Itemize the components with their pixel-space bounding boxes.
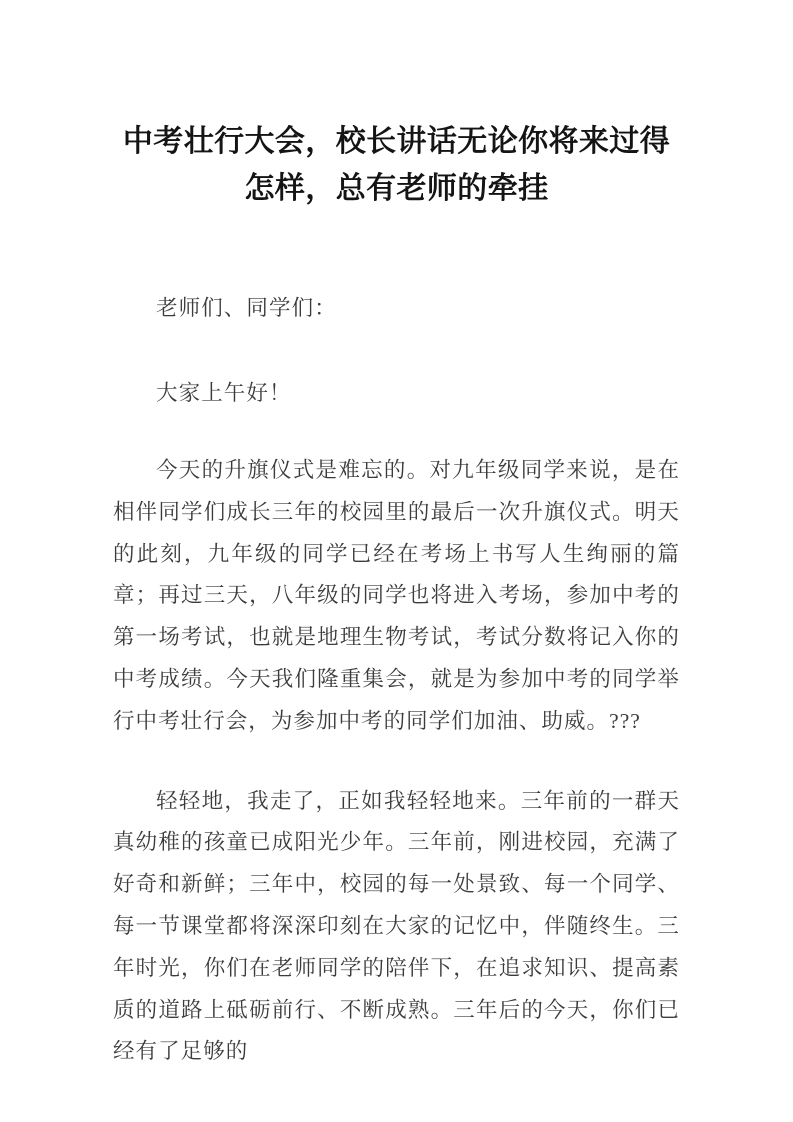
page-title: 中考壮行大会，校长讲话无论你将来过得怎样，总有老师的牵挂 [122,125,671,205]
salutation-line: 老师们、同学们： [156,296,337,320]
salutation-line: 大家上午好！ [156,381,292,405]
paragraph-block [113,450,680,1073]
salutation-block [113,287,680,414]
body-paragraph: 轻轻地，我走了，正如我轻轻地来。三年前的一群天真幼稚的孩童已成阳光少年。三年前，刚进校园，充满了好奇和新鲜；三年中，校园的每一处景致、每一个同学、每一节课堂都将深深印刻在大家的记忆中，伴随终生。三年时光，你们在老师同学的陪伴下，在追求知识、提高素质的道路上砥砺前行、不断成熟。三年后的今天，你们已经有了足够的 [113,788,680,1064]
body-paragraph: 今天的升旗仪式是难忘的。对九年级同学来说，是在相伴同学们成长三年的校园里的最后一次升旗仪式。明天的此刻，九年级的同学已经在考场上书写人生绚丽的篇章；再过三天，八年级的同学也将进入考场，参加中考的第一场考试，也就是地理生物考试，考试分数将记入你的中考成绩。今天我们隆重集会，就是为参加中考的同学举行中考壮行会，为参加中考的同学们加油、助威。??? [113,458,680,733]
